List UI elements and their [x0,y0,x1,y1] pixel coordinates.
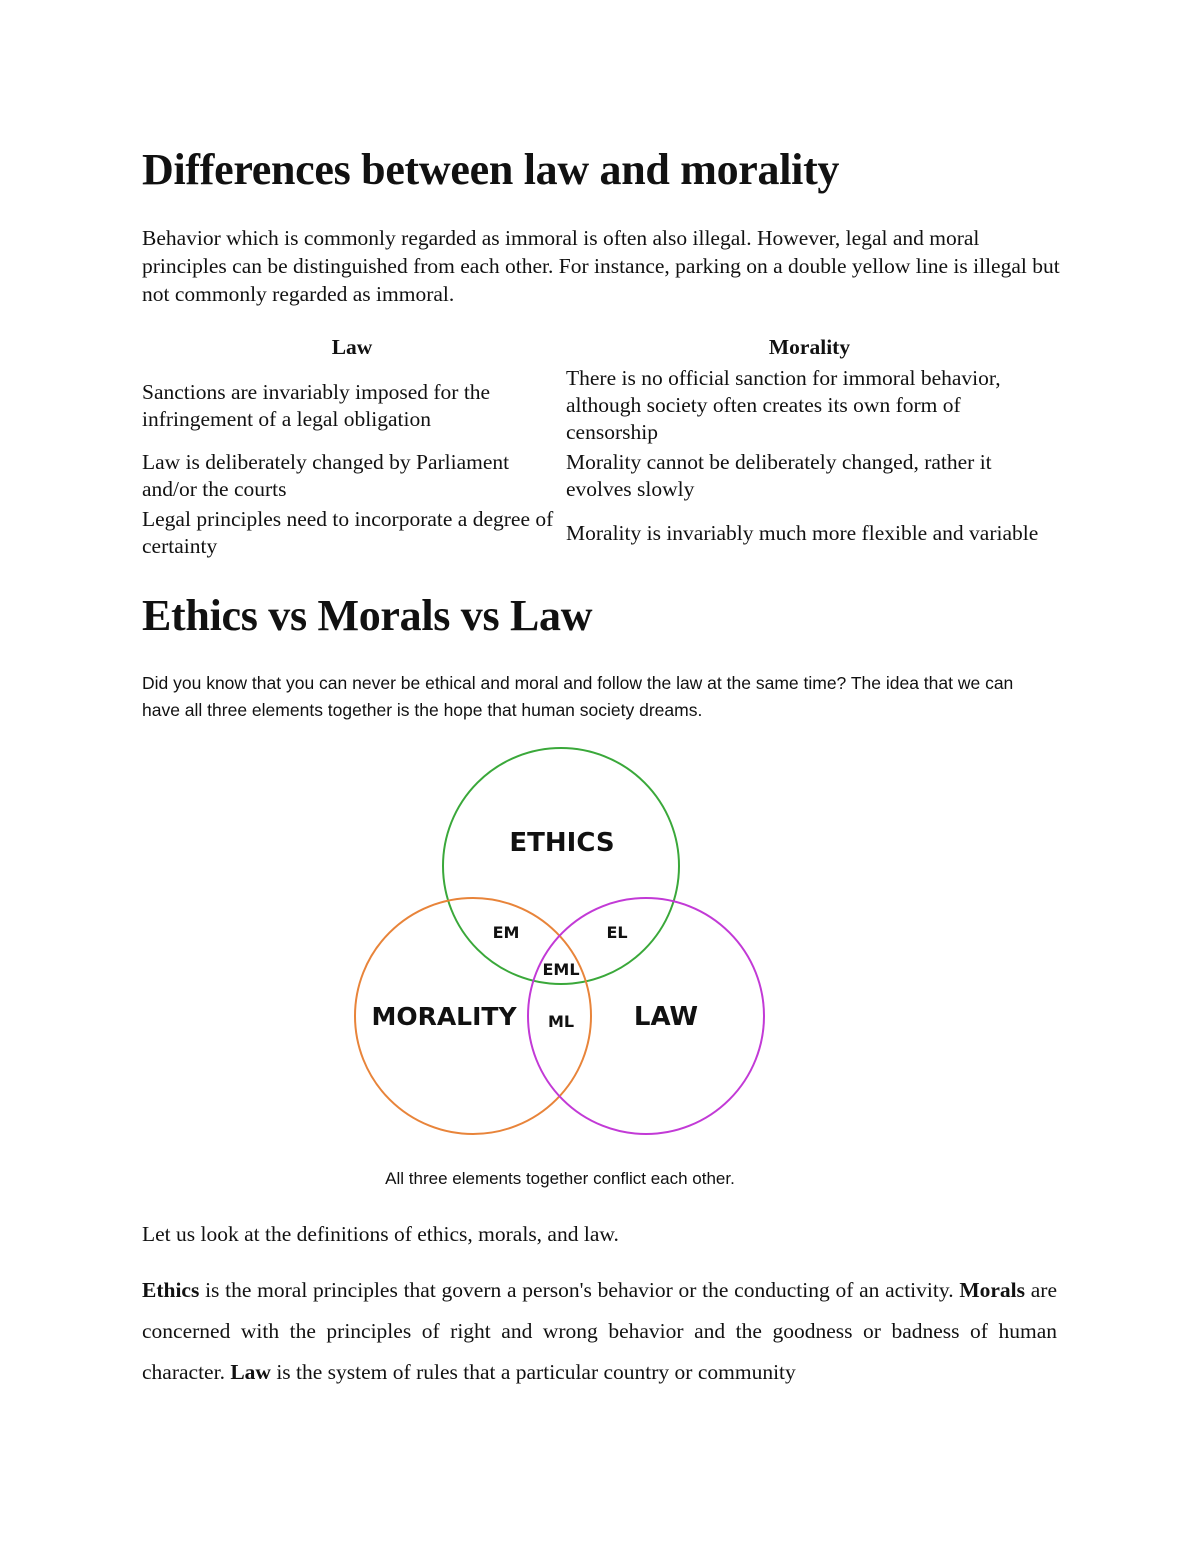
table-cell: Sanctions are invariably imposed for the infringement of a legal obligation [142,379,491,431]
term-law: Law [230,1360,271,1384]
term-morals: Morals [959,1278,1026,1302]
venn-caption: All three elements together conflict each other. [385,1169,735,1188]
table-cell: Morality is invariably much more flexible and variable [566,520,1039,545]
intersection-ml-label: ML [547,1012,575,1031]
definitions-lead: Let us look at the definitions of ethics, morals, and law. [142,1222,619,1246]
table-cell: Law is deliberately changed by Parliament and/or the courts [142,450,510,501]
intersection-el-label: EL [606,923,628,942]
comparison-table [140,334,1055,563]
table-cell: Morality cannot be deliberately changed, rather it evolves slowly [566,450,992,501]
definition-ethics: is the moral principles that govern a person's behavior or the conducting of an activity. [199,1278,960,1302]
morality-label: MORALITY [371,1002,517,1031]
section-title-law-morality: Differences between law and morality [142,145,840,194]
law-label: LAW [633,1002,699,1032]
table-header-morality: Morality [768,335,851,359]
table-header-law: Law [331,335,373,359]
intersection-eml-label: EML [542,960,580,979]
table-header-row [140,334,1055,365]
intro-paragraph: Behavior which is commonly regarded as immoral is often also illegal. However, legal and moral principles can be distinguished from each other. For instance, parking on a double yellow line is illegal but not commonly regarded as immoral. [142,226,1060,306]
table-row [140,449,1055,506]
table-cell: There is no official sanction for immoral behavior, although society often creates its own form of censorship [566,366,1001,444]
definitions-paragraph [142,1270,1057,1393]
ethics-circle [443,748,679,984]
intersection-em-label: EM [492,923,520,942]
table-cell: Legal principles need to incorporate a degree of certainty [142,507,554,558]
venn-diagram [340,740,780,1150]
definition-morals: are concerned with the principles of right and wrong behavior and the goodness or badness of human character. [142,1278,1057,1384]
table-row [140,506,1055,563]
ethics-label: ETHICS [509,828,615,858]
section-title-ethics-morals-law: Ethics vs Morals vs Law [142,591,593,640]
table-row [140,365,1055,449]
definition-law: is the system of rules that a particular country or community [270,1360,796,1384]
term-ethics: Ethics [142,1278,200,1302]
question-paragraph: Did you know that you can never be ethical and moral and follow the law at the same time? The idea that we can have all three elements together is the hope that human society dreams. [142,673,1014,720]
